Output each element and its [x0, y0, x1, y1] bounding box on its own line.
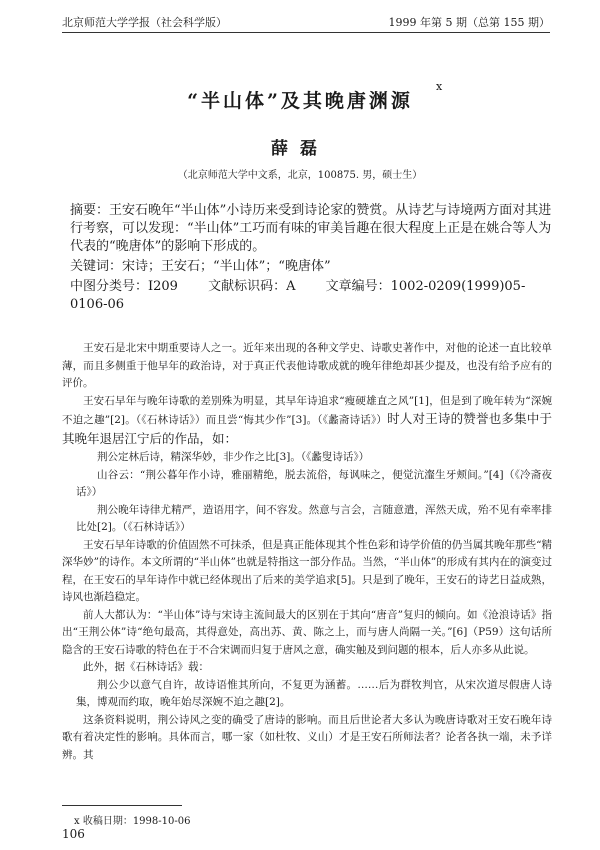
classification-line: [70, 278, 552, 314]
document-code: 文献标识码：A: [208, 279, 296, 294]
quotation-2: 山谷云：“荆公暮年作小诗，雅丽精绝，脱去流俗，每讽味之，便觉沆瀣生牙颊间。”[4]（《冷斋夜话》）: [76, 468, 552, 498]
abstract-block: [70, 202, 552, 314]
paragraph-6: 这条资料说明，荆公诗风之变的确受了唐诗的影响。而且后世论者大多认为晚唐诗歌对王安石晚年诗歌有着决定性的影响。具体而言，哪一家（如杜牧、义山）才是王安石所师法者？论者各执一端，未予详辨。其: [62, 713, 552, 761]
paragraph-1: 王安石是北宋中期重要诗人之一。近年来出现的各种文学史、诗歌史著作中，对他的论述一直比较单薄，而且多侧重于他早年的政治诗，对于真正代表他诗歌成就的晚年律绝却甚少提及，也没有给予应有的评价。: [62, 342, 552, 389]
running-head: [62, 14, 550, 33]
author-affiliation: （北京师范大学中文系，北京，100875. 男，硕士生）: [177, 170, 423, 181]
paragraph-2-part-a: 王安石早年与晚年诗歌的差别殊为明显，其早年诗追求“瘦硬雄直之风”[1]，但是到了晚年转为“深婉不迫之趣”[2]。（《石林诗话》）而且尝“悔其少作”[3]。（《蠡斋诗话》）: [62, 394, 552, 426]
quotation-1: 荆公定林后诗，精深华妙，非少作之比[3]。（《蠡叟诗话》）: [97, 451, 370, 463]
quotation-4: 荆公少以意气自许，故诗语惟其所向，不复更为涵蓄。……后为群牧判官，从宋次道尽假唐人诗集，博观而约取，晚年始尽深婉不迫之趣[2]。: [76, 678, 552, 708]
quotation-3: 荆公晚年诗律尤精严，造语用字，间不容发。然意与言会，言随意遣，浑然天成，殆不见有牵率排比处[2]。（《石林诗话》）: [76, 503, 552, 533]
footnote: x 收稿日期：1998-10-06: [74, 816, 191, 827]
paragraph-2: [62, 393, 552, 450]
article-number: 文章编号：1002-0209(1999)05-0106-06: [70, 279, 526, 312]
page-number: 106: [62, 827, 85, 841]
abstract: 摘要：王安石晚年“半山体”小诗历来受到诗论家的赞赏。从诗艺与诗境两方面对其进行考察，可以发现：“半山体”工巧而有味的审美旨趣在很大程度上正是在姚合等人为代表的“晚唐体”的影响下形成的。: [70, 203, 552, 254]
issue-info: 1999 年第 5 期（总第 155 期）: [388, 16, 550, 29]
journal-name: 北京师范大学学报（社会科学版）: [62, 16, 227, 29]
footnote-divider: [62, 805, 182, 806]
paragraph-4: 前人大都认为：“半山体”诗与宋诗主流间最大的区别在于其向“唐音”复归的倾向。如《沧浪诗话》指出“王荆公体”诗“绝句最高，其得意处，高出苏、黄、陈之上，而与唐人尚隔一关。”[6]（P59）这句话所隐含的王安石诗歌的特色在于不合宋调而归复于唐风之意，确实触及到问题的根本，后人亦多从此说。: [62, 608, 552, 656]
title-footnote-mark: x: [436, 80, 443, 93]
clc-number: 中图分类号：I209: [70, 279, 178, 294]
paragraph-5: 此外，据《石林诗话》载：: [83, 661, 209, 673]
paragraph-2-part-b: 时人对王诗的赞誉也多集中于其晚年退居江宁后的作品，如：: [62, 411, 552, 446]
author-name: 薛磊: [271, 139, 329, 159]
paragraph-3: 王安石早年诗歌的价值固然不可抹杀，但是真正能体现其个性色彩和诗学价值的仍当属其晚年那些“精深华妙”的诗作。本文所谓的“半山体”也就是特指这一部分作品。当然，“半山体”的形成有其内在的演变过程，在王安石的早年诗作中就已经体现出了后来的美学追求[5]。只是到了晚年，王安石的诗艺日益成熟，诗风也渐趋稳定。: [62, 538, 552, 603]
body-text: [62, 340, 552, 764]
keywords: 关键词：宋诗；王安石；“半山体”；“晚唐体”: [70, 259, 331, 274]
paper-title: “半山体”及其晚唐渊源: [187, 90, 413, 112]
